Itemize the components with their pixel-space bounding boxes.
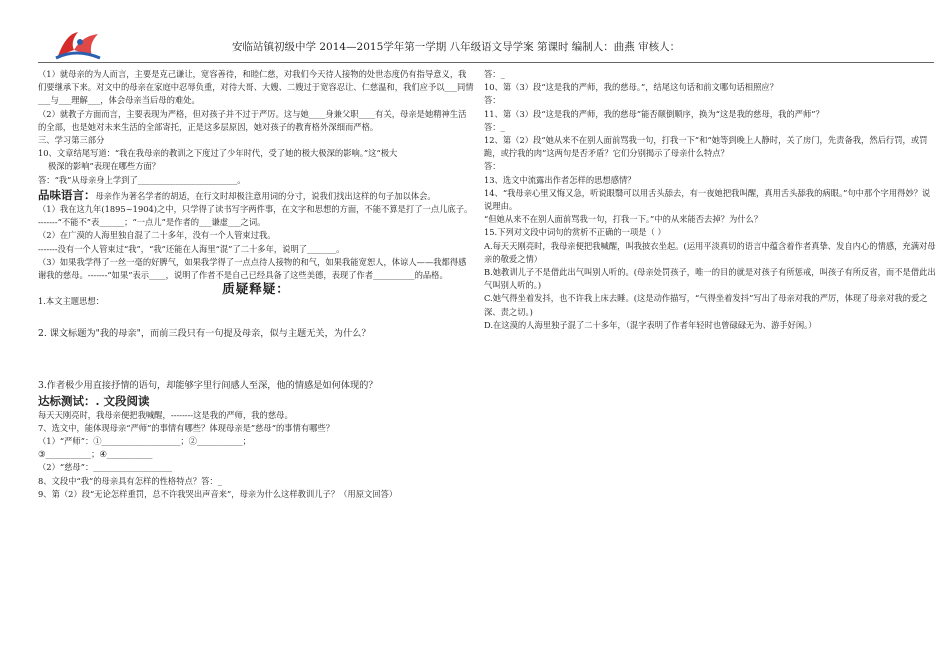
header-divider: [38, 62, 934, 63]
sentence-1-analysis: -------“不能不”表______；“一点儿”是作者的___谦虚___之词。: [38, 217, 266, 228]
sentence-1: （1）我在这九年(1895~1904)之中，只学得了读书写字两件事，在文字和思想的方面，不能不算是打了一点儿底子。: [38, 204, 473, 215]
question-14-b: “但她从来不在别人面前骂我一句，打我一下。”中的从来能否去掉？为什么？: [484, 214, 763, 225]
question-10: 10、文章结尾写道：“我在我母亲的教训之下度过了少年时代，受了她的极大极深的影响。”这“极大: [38, 148, 398, 159]
answer-11: 答：_: [484, 121, 505, 132]
answer-9: 答：_: [484, 69, 505, 79]
option-b: B.她教训儿子不是借此出气叫别人听的。(母亲处罚孩子，唯一的目的就是对孩子有所惩戒，叫孩子有所反省，而不是借此出气叫别人听的。): [484, 267, 936, 291]
answer-7-strict-cont: ③___________；④___________: [38, 449, 153, 460]
school-logo: [52, 28, 104, 62]
section-heading: 三、学习第三部分: [38, 135, 105, 146]
sentence-2-analysis: -------没有一个人管束过“我”，“我”还能在人海里“混”了二十多年，说明了_______。: [38, 243, 345, 254]
question-10-right: 10、第（3）段“这是我的严师，我的慈母。”，结尾这句话和前文哪句话相照应？: [484, 82, 778, 93]
right-column: [484, 68, 936, 332]
test-excerpt: 每天天刚亮时，我母亲便把我喊醒，--------这是我的严师，我的慈母。: [38, 409, 293, 420]
answer-10: 答：“我”从母亲身上学到了________________________。: [38, 174, 246, 185]
test-heading: 达标测试：. 文段阅读: [38, 393, 150, 408]
language-tasting: [38, 187, 474, 203]
question-13: 13、选文中流露出作者怎样的思想感情？: [484, 174, 636, 185]
question-theme: 1.本文主题思想：: [38, 296, 104, 307]
sentence-2: （2）在广漠的人海里独自混了二十多年，没有一个人管束过我。: [38, 230, 276, 241]
language-tasting-text: 母亲作为著名学者的胡适，在行文时却极注意用词的分寸，说我们找出这样的句子加以体会。: [95, 190, 436, 201]
page-header: 安临站镇初级中学 2014—2015学年第一学期 八年级语文导学案 第课时 编制人：曲燕 审核人：: [232, 41, 681, 53]
language-tasting-label: 品味语言：: [38, 187, 96, 202]
section-title: 质疑释疑：: [222, 281, 290, 297]
sentence-3: （3）如果我学得了一丝一毫的好脾气，如果我学得了一点点待人接物的和气，如果我能宽恕人，体谅人——我都得感谢我的慈母。-------“如果”表示____，说明了作者不是自己已经具备了这些美德，表现了作者__________的品格。: [38, 256, 467, 281]
question-11: 11、第（3）段“这是我的严师，我的慈母”能否颠倒顺序，换为“这是我的慈母，我的严师”？: [484, 108, 824, 119]
question-10-cont: 极深的影响”表现在哪些方面？: [48, 161, 161, 172]
question-9: 9、第（2）段“无论怎样重罚，总不许我哭出声音来”，母亲为什么这样教训儿子？（用原文回答）: [38, 488, 398, 499]
answer-12: 答：: [484, 161, 501, 172]
answer-7-kind: （2）“慈母”：___________________: [38, 462, 173, 473]
question-14: 14、“我母亲心里又悔又急，听说眼翳可以用舌头舔去，有一夜她把我叫醒，真用舌头舔我的病眼。”句中那个字用得妙？说说理由。: [484, 187, 931, 212]
option-d: D.在这漠的人海里独子混了二十多年，（混字表明了作者年轻时也曾碌碌无为、游手好闲。）: [484, 319, 817, 330]
answer-10-right: 答：: [484, 95, 501, 106]
answer-space: [38, 341, 474, 379]
question-8: 8、文段中“我”的母亲具有怎样的性格特点？答：_: [38, 475, 222, 486]
question-title: 2. 课文标题为"我的母亲"，而前三段只有一句提及母亲，似与主题无关，为什么？: [38, 327, 371, 339]
option-c: C.她气得坐着发抖，也不许我上床去睡。(这是动作描写，“气得坐着发抖”写出了母亲对我的严厉，体现了母亲对我的爱之深、责之切。): [484, 293, 928, 317]
paragraph-mother-teaching: （2）就教子方面而言，主要表现为严格，但对孩子并不过于严厉。这与她____身兼父职____有关，母亲是她精神生活的全部，也是她对未来生活的全部寄托，正是这多层原因，她对孩子的教育格外深细而严格。: [38, 108, 467, 132]
answer-7-strict: （1）“严师”：①___________________；②___________；: [38, 436, 251, 447]
question-7: 7、选文中，能体现母亲“严师”的事情有哪些？体现母亲是”慈母“的事情有哪些？: [38, 422, 335, 433]
left-column: [38, 68, 474, 501]
question-emotion: 3.作者极少用直接抒情的语句，却能够字里行间感人至深，他的情感是如何体现的？: [38, 379, 378, 391]
question-12: 12、第（2）段“她从来不在别人面前骂我一句，打我一下”和“她等到晚上人静时，关了房门，先责备我，然后行罚，或罚跪，或拧我的肉”这两句是否矛盾？它们分别揭示了母亲什么特点？: [484, 135, 928, 159]
question-15: 15.下列对文段中词句的赏析不正确的一项是（ ）: [484, 227, 666, 238]
paragraph-mother-character: （1）就母亲的为人而言，主要是克己谦让，宽容善待，和睦仁慈，对我们今天待人接物的处世态度仍有指导意义，我们要继承下来。对文中的母亲在家庭中忍辱负重，对待大哥、大嫂、二嫂过于宽容忍让、仁慈温和，我们应予以___同情___与___理解___，体会母亲当后母的难处。: [38, 69, 474, 106]
option-a: A.每天天刚亮时，我母亲便把我喊醒，叫我披衣坐起。(运用平淡真切的语言中蕴含着作者真挚、发自内心的情感，充满对母亲的敬爱之情）: [484, 240, 936, 264]
answer-space: [38, 309, 474, 327]
